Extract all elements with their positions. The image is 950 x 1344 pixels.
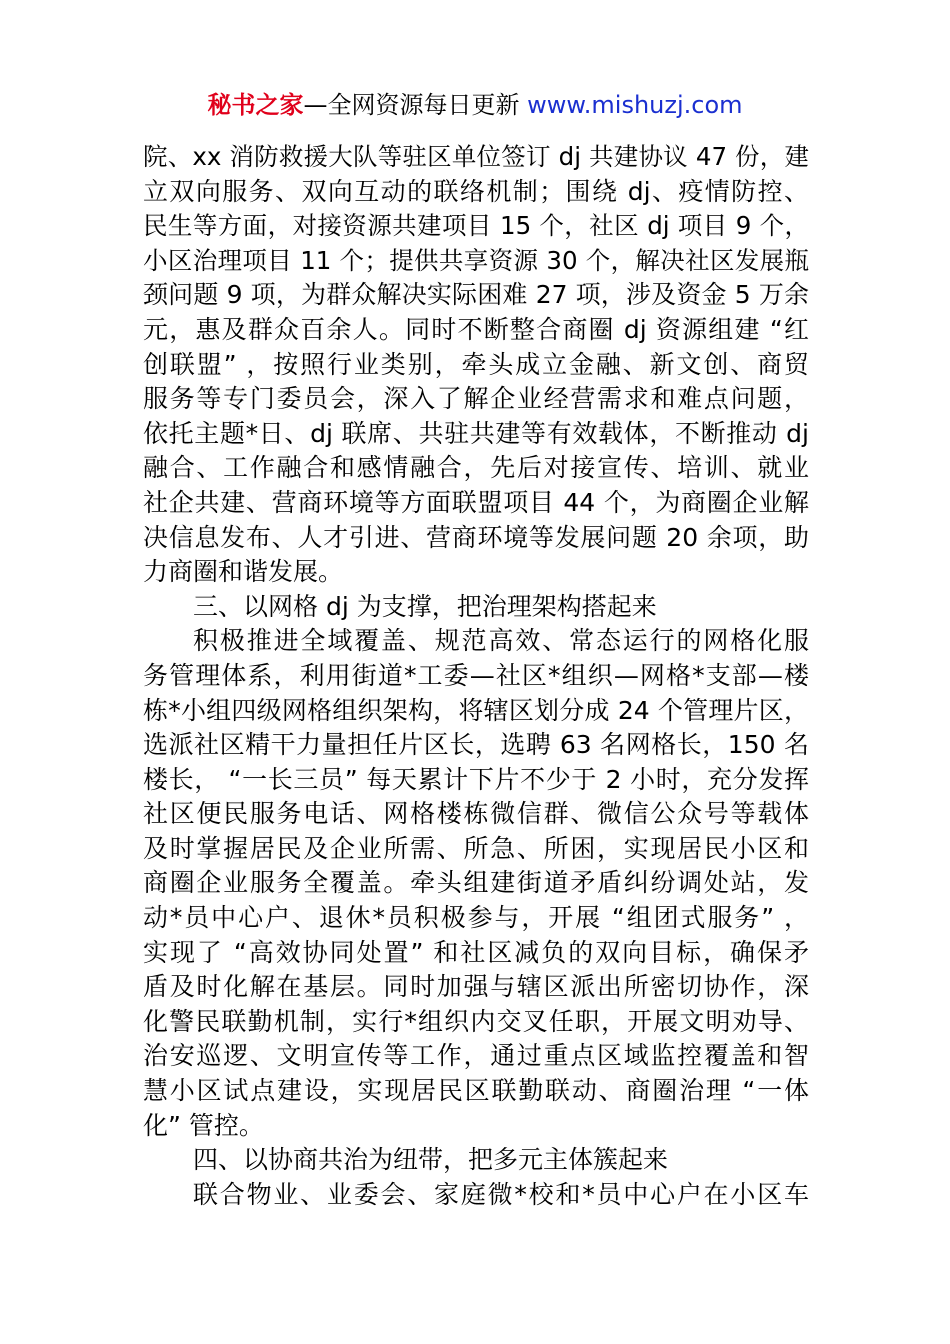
text-line: 立双向服务、双向互动的联络机制；围绕 dj、疫情防控、	[143, 176, 809, 206]
document-body	[143, 140, 809, 1212]
text-line: 务管理体系，利用街道*工委—社区*组织—网格*支部—楼	[143, 660, 809, 690]
text-line: 民生等方面，对接资源共建项目 15 个，社区 dj 项目 9 个，	[143, 211, 809, 241]
text-line: 选派社区精干力量担任片区长，选聘 63 名网格长，150 名	[143, 730, 809, 760]
text-line: 院、xx 消防救援大队等驻区单位签订 dj 共建协议 47 份，建	[143, 142, 809, 171]
text-line: 栋*小组四级网格组织架构，将辖区划分成 24 个管理片区，	[143, 695, 809, 725]
text-line: 服务等专门委员会，深入了解企业经营需求和难点问题，	[143, 384, 809, 414]
brand-name: 秘书之家	[207, 91, 304, 119]
paragraph-end-line: 化” 管控。	[143, 1110, 264, 1140]
text-line: 实现了 “高效协同处置” 和社区减负的双向目标，确保矛	[143, 937, 809, 967]
section-heading-4: 四、以协商共治为纽带，把多元主体簇起来	[193, 1145, 669, 1175]
text-line: 小区治理项目 11 个；提供共享资源 30 个，解决社区发展瓶	[143, 245, 809, 275]
paragraph-end-line: 力商圈和谐发展。	[143, 557, 344, 587]
text-line: 元，惠及群众百余人。同时不断整合商圈 dj 资源组建 “红	[143, 314, 809, 344]
text-line: 创联盟” ，按照行业类别，牵头成立金融、新文创、商贸	[143, 349, 809, 379]
text-line: 社企共建、营商环境等方面联盟项目 44 个，为商圈企业解	[143, 487, 809, 517]
page-header	[0, 88, 950, 122]
text-line: 颈问题 9 项，为群众解决实际困难 27 项，涉及资金 5 万余	[143, 280, 809, 310]
header-dash: —	[303, 91, 328, 119]
text-line: 动*员中心户、退休*员积极参与，开展 “组团式服务” ，	[143, 903, 809, 933]
text-line: 融合、工作融合和感情融合，先后对接宣传、培训、就业	[143, 453, 809, 483]
text-line: 楼长， “一长三员” 每天累计下片不少于 2 小时，充分发挥	[143, 764, 809, 794]
text-line: 化警民联勤机制，实行*组织内交叉任职，开展文明劝导、	[143, 1006, 809, 1036]
header-url-link[interactable]: www.mishuzj.com	[527, 91, 743, 119]
text-line: 盾及时化解在基层。同时加强与辖区派出所密切协作，深	[143, 972, 809, 1002]
text-line: 及时掌握居民及企业所需、所急、所困，实现居民小区和	[143, 833, 809, 863]
text-line: 依托主题*日、dj 联席、共驻共建等有效载体，不断推动 dj	[143, 418, 809, 448]
text-line: 决信息发布、人才引进、营商环境等发展问题 20 余项，助	[143, 522, 809, 552]
text-line: 治安巡逻、文明宣传等工作，通过重点区域监控覆盖和智	[143, 1041, 809, 1071]
section-heading-3: 三、以网格 dj 为支撑，把治理架构搭起来	[193, 591, 657, 621]
header-slogan: 全网资源每日更新	[327, 91, 520, 119]
paragraph-first-line: 联合物业、业委会、家庭微*校和*员中心户在小区车	[193, 1179, 809, 1209]
text-line: 社区便民服务电话、网格楼栋微信群、微信公众号等载体	[143, 799, 809, 829]
text-line: 慧小区试点建设，实现居民区联勤联动、商圈治理 “一体	[143, 1076, 809, 1106]
text-line: 商圈企业服务全覆盖。牵头组建街道矛盾纠纷调处站，发	[143, 868, 809, 898]
paragraph-first-line: 积极推进全域覆盖、规范高效、常态运行的网格化服	[193, 626, 809, 656]
